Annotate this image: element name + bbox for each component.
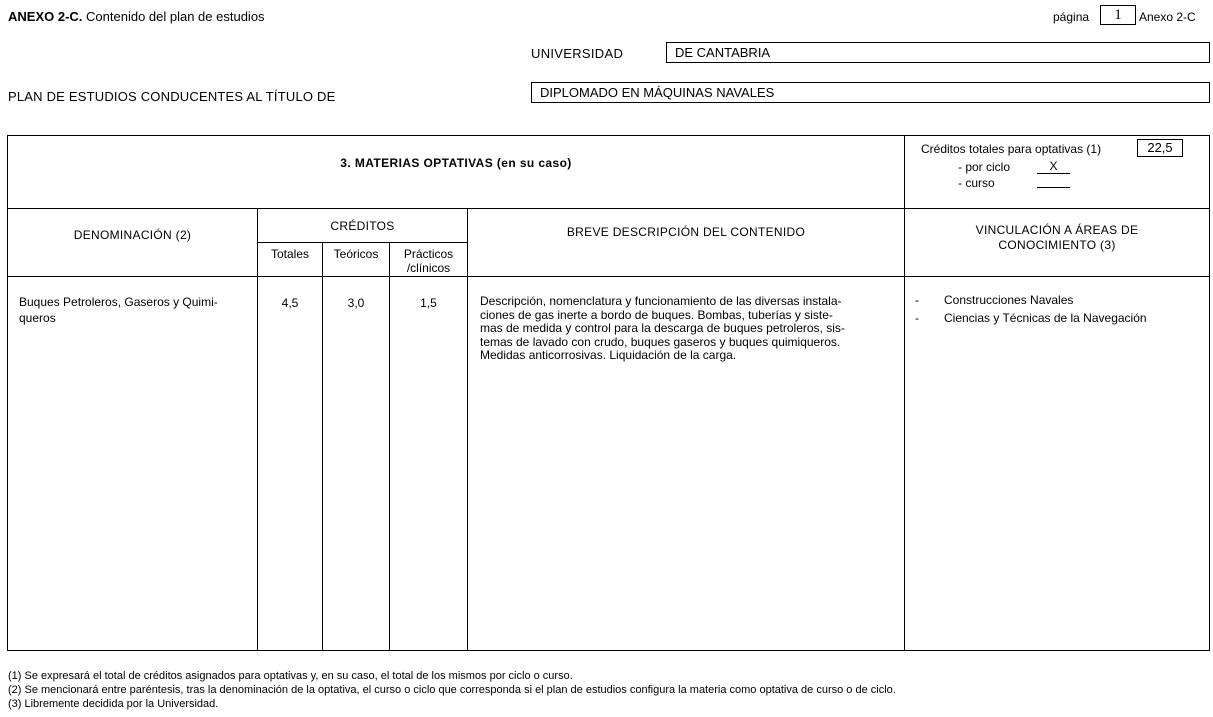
header-practicos-line1: Prácticos — [403, 247, 454, 261]
col-divider-areas — [904, 135, 905, 651]
header-vinculacion — [905, 223, 1209, 253]
footnote-3: (3) Libremente decidida por la Universidad. — [8, 698, 219, 710]
por-ciclo-value: X — [1037, 160, 1070, 174]
row-practicos: 1,5 — [420, 296, 437, 310]
table-border-bottom — [7, 650, 1210, 651]
header-denominacion: DENOMINACIÓN (2) — [73, 228, 192, 242]
header-descripcion: BREVE DESCRIPCIÓN DEL CONTENIDO — [566, 225, 806, 239]
descripcion-line: mas de medida y control para la descarga de buques petroleros, sis- — [480, 321, 845, 336]
curso-blank-line — [1037, 187, 1070, 188]
anexo-code: ANEXO 2-C. — [8, 9, 83, 24]
header-teoricos: Teóricos — [333, 247, 379, 261]
table-border-left — [7, 135, 8, 651]
area-ciencias-navegacion: Ciencias y Técnicas de la Navegación — [944, 311, 1147, 325]
footnote-1: (1) Se expresará el total de créditos asignados para optativas y, en su caso, el total de los mismos por ciclo o curso. — [8, 670, 573, 682]
row-denominacion — [19, 294, 255, 326]
header-creditos: CRÉDITOS — [330, 219, 395, 233]
col-divider-descripcion — [467, 208, 468, 651]
row-teoricos: 3,0 — [347, 296, 365, 310]
anexo-right-label: Anexo 2-C — [1139, 10, 1196, 24]
section-title: 3. MATERIAS OPTATIVAS (en su caso) — [340, 156, 572, 170]
descripcion-line: temas de lavado con crudo, buques gaseros y buques quimiqueros. — [480, 334, 841, 349]
university-label: UNIVERSIDAD — [531, 46, 624, 61]
header-practicos-line2: /clínicos — [406, 261, 451, 275]
row-denominacion-line2: queros — [19, 311, 56, 325]
row-descripcion — [480, 295, 900, 363]
row-denominacion-line1: Buques Petroleros, Gaseros y Quimi- — [19, 295, 218, 309]
creditos-totales-value: 22,5 — [1137, 139, 1183, 157]
creditos-totales-label: Créditos totales para optativas (1) — [921, 142, 1102, 156]
plan-label: PLAN DE ESTUDIOS CONDUCENTES AL TÍTULO DE — [8, 89, 336, 104]
header-vinculacion-line2: CONOCIMIENTO (3) — [998, 238, 1116, 252]
descripcion-line: Medidas anticorrosivas. Liquidación de la carga. — [480, 348, 737, 363]
table-border-right — [1209, 135, 1210, 651]
body-separator — [7, 276, 1210, 277]
header-separator — [7, 208, 1210, 209]
document-header — [8, 9, 265, 24]
creditos-subheader-line — [257, 242, 468, 243]
header-vinculacion-line1: VINCULACIÓN A ÁREAS DE — [975, 223, 1139, 237]
header-totales: Totales — [270, 247, 310, 261]
table-border-top — [7, 135, 1210, 136]
page-number: 1 — [1100, 5, 1136, 25]
header-practicos — [390, 247, 467, 275]
descripcion-line: ciones de gas inerte a bordo de buques. Bombas, tuberías y siste- — [480, 307, 833, 322]
area-dash: - — [915, 293, 919, 307]
university-field: DE CANTABRIA — [666, 42, 1210, 63]
anexo-title: Contenido del plan de estudios — [86, 9, 265, 24]
descripcion-line: Descripción, nomenclatura y funcionamiento de las diversas instala- — [480, 294, 842, 308]
footnote-2: (2) Se mencionará entre paréntesis, tras la denominación de la optativa, el curso o ciclo que corresponda si el plan de estudios configura la materia como optativa de curso o de ciclo. — [8, 684, 896, 696]
por-ciclo-label: - por ciclo — [958, 160, 1011, 174]
degree-title-field: DIPLOMADO EN MÁQUINAS NAVALES — [531, 82, 1210, 103]
area-construcciones-navales: Construcciones Navales — [944, 293, 1074, 307]
curso-label: - curso — [958, 176, 995, 190]
page-label: página — [1053, 10, 1090, 24]
col-divider-creditos — [257, 208, 258, 651]
row-totales: 4,5 — [281, 296, 299, 310]
area-dash: - — [915, 311, 919, 325]
